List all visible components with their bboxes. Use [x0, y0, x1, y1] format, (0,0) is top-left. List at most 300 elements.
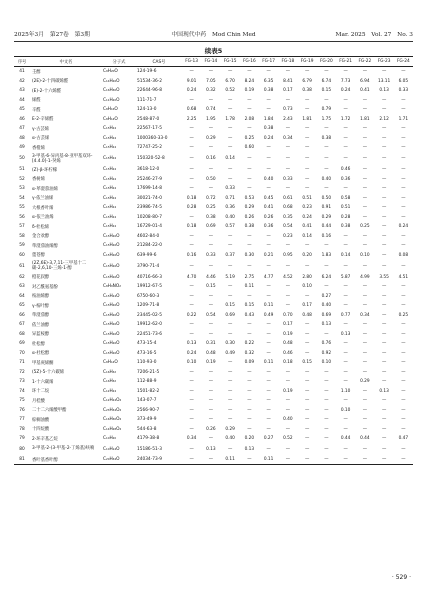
value-cell: — [189, 214, 194, 220]
molecular-formula: C₁₅H₂₄ [103, 224, 117, 230]
value-cell: — [401, 388, 406, 394]
column-header: FG-16 [240, 57, 259, 67]
value-cell: 0.25 [206, 205, 216, 211]
cas-number: 124-19-6 [137, 69, 157, 75]
row-number: 81 [14, 455, 30, 465]
table-row [14, 174, 413, 184]
value-cell: — [266, 446, 271, 452]
value-cell: 0.10 [340, 407, 351, 413]
value-cell: — [401, 69, 406, 75]
value-cell: — [227, 388, 233, 394]
cas-number: 51534-36-2 [137, 78, 162, 84]
value-cell: — [227, 417, 233, 423]
compound-name: α-古芸烯 [32, 136, 50, 142]
value-cell: — [381, 69, 387, 75]
cas-number: 1209-71-8 [137, 303, 160, 309]
value-cell: 0.36 [263, 224, 274, 230]
value-cell: — [304, 176, 310, 182]
value-cell: 0.24 [263, 135, 274, 141]
row-number: 75 [19, 398, 25, 404]
value-cell: — [227, 263, 233, 269]
compound-name: (Z)-β-环柠檬 [32, 167, 58, 173]
value-cell: — [208, 97, 214, 103]
value-cell: 0.38 [302, 88, 312, 94]
table-row [14, 203, 413, 213]
row-number: 56 [19, 214, 25, 220]
compound-name: (E)-2-十六烯醛 [32, 88, 62, 94]
cas-number: 4602-84-0 [137, 233, 160, 239]
value-cell: 0.29 [206, 135, 216, 141]
value-cell: — [381, 107, 387, 113]
row-number: 41 [19, 69, 25, 75]
value-cell: 0.22 [186, 312, 197, 318]
value-cell: — [381, 176, 387, 182]
molecular-formula: C₁₅H₂₄ [103, 214, 117, 220]
value-cell: 5.19 [225, 274, 235, 280]
cas-number: 25246-27-9 [137, 176, 162, 182]
value-cell: — [343, 107, 348, 113]
value-cell: — [401, 135, 406, 141]
value-cell: 0.30 [225, 341, 235, 347]
cas-number: 1501-82-2 [137, 388, 160, 394]
value-cell: 0.79 [321, 107, 332, 113]
compound-name: 橙花叔醇 [32, 275, 50, 281]
table-row [14, 310, 413, 320]
molecular-formula: C₈H₁₄O [103, 116, 118, 122]
value-cell: 0.52 [225, 88, 235, 94]
value-cell: 0.19 [206, 360, 216, 366]
value-cell: 0.23 [302, 205, 312, 211]
value-cell: — [247, 156, 252, 162]
value-cell: 0.15 [225, 303, 235, 309]
value-cell: — [381, 360, 387, 366]
value-cell: — [266, 243, 271, 249]
value-cell: 0.73 [283, 107, 293, 113]
value-cell: — [324, 398, 329, 404]
molecular-formula: C₁₅H₂₄ [103, 167, 117, 173]
header-date: Mar. 2025 Vol. 27 No. 3 [335, 32, 413, 38]
value-cell: 0.76 [321, 341, 332, 347]
table-row [14, 134, 413, 144]
value-cell: 0.23 [283, 233, 293, 239]
table-row [14, 250, 413, 260]
cas-number: 150320-52-8 [137, 156, 165, 162]
value-cell: — [381, 263, 387, 269]
value-cell: — [362, 388, 368, 394]
row-number: 66 [19, 312, 25, 318]
row-number: 53 [19, 186, 25, 192]
cas-number: 111-71-7 [137, 97, 157, 103]
value-cell: 0.14 [302, 233, 312, 239]
value-cell: 4.46 [206, 274, 216, 280]
row-number: 52 [19, 176, 25, 182]
value-cell: 6.74 [321, 78, 332, 84]
table-row [14, 367, 413, 377]
value-cell: 2.25 [186, 116, 197, 122]
value-cell: — [285, 379, 291, 385]
value-cell: — [247, 69, 252, 75]
column-header: 中文名 [30, 57, 102, 67]
value-cell: 0.69 [225, 312, 235, 318]
cas-number: 16729-01-4 [137, 224, 162, 230]
value-cell: — [285, 97, 291, 103]
value-cell: 6.05 [398, 78, 409, 84]
value-cell: — [208, 167, 214, 173]
value-cell: — [401, 350, 406, 356]
value-cell: — [401, 195, 406, 201]
value-cell: 4.99 [360, 274, 370, 280]
value-cell: 0.43 [244, 312, 255, 318]
value-cell: — [208, 126, 214, 132]
value-cell: — [304, 322, 310, 328]
value-cell: 0.30 [244, 252, 255, 258]
molecular-formula: C₁₅H₂₄ [103, 145, 117, 151]
value-cell: 0.29 [321, 214, 332, 220]
compound-name: 烯醛 [32, 98, 41, 104]
molecular-formula: C₁₆H₃₀O [103, 88, 120, 94]
value-cell: 0.47 [398, 436, 409, 442]
value-cell: — [362, 167, 368, 173]
molecular-formula: C₁₆H₃₀O₂ [103, 417, 122, 423]
table-row [14, 165, 413, 175]
row-number: 51 [19, 167, 25, 173]
cas-number: 24034-73-9 [136, 455, 182, 465]
compound-name: 甲基庚烯酮 [32, 360, 54, 366]
compound-name: (2E)-2-十四碳烯醛 [32, 79, 69, 85]
value-cell: — [381, 167, 387, 173]
compound-name: 二十二六烯酸甲酯 [32, 408, 67, 414]
value-cell: — [401, 407, 406, 413]
compound-name: 棕榈油酸 [32, 417, 50, 423]
value-cell: — [304, 398, 310, 404]
value-cell: 0.36 [225, 205, 235, 211]
value-cell: — [266, 156, 271, 162]
value-cell: — [208, 369, 214, 375]
value-cell: 0.52 [283, 436, 293, 442]
compound-name: 香树烯 [32, 177, 45, 183]
value-cell: — [381, 186, 387, 192]
row-number: 67 [19, 322, 25, 328]
value-cell: 3.55 [379, 274, 389, 280]
value-cell: — [381, 233, 387, 239]
value-cell: — [304, 97, 310, 103]
value-cell: — [343, 69, 348, 75]
value-cell: — [227, 331, 233, 337]
row-number: 47 [19, 126, 25, 132]
value-cell: 0.20 [302, 252, 312, 258]
value-cell: 0.11 [259, 455, 278, 465]
value-cell: — [266, 69, 271, 75]
value-cell: 2.08 [244, 116, 255, 122]
value-cell: 0.15 [321, 88, 332, 94]
table-row [14, 455, 413, 465]
value-cell: — [189, 97, 194, 103]
cas-number: 544-63-8 [137, 426, 157, 432]
value-cell: 0.37 [225, 252, 235, 258]
value-cell: 0.46 [340, 167, 351, 173]
table-row [14, 260, 413, 272]
value-cell: 0.46 [283, 350, 293, 356]
value-cell: 0.18 [283, 360, 293, 366]
row-number: 73 [19, 379, 25, 385]
value-cell: — [381, 205, 387, 211]
table-row [14, 193, 413, 203]
row-number: 45 [19, 107, 25, 113]
value-cell: — [381, 407, 387, 413]
value-cell: — [343, 369, 348, 375]
value-cell: 2.75 [244, 274, 255, 280]
value-cell: 0.11 [244, 284, 255, 290]
value-cell: — [285, 293, 291, 299]
value-cell: 0.18 [186, 224, 197, 230]
molecular-formula: C₁₀H₂₀ [103, 436, 117, 442]
value-cell: — [201, 455, 220, 465]
column-header: FG-23 [375, 57, 394, 67]
value-cell: 7.73 [340, 78, 351, 84]
value-cell: 0.49 [263, 312, 274, 318]
value-cell: — [208, 436, 214, 442]
value-cell: — [208, 407, 214, 413]
value-cell: — [247, 369, 252, 375]
table-row [14, 386, 413, 396]
value-cell: 0.48 [206, 350, 216, 356]
value-cell: 0.45 [263, 195, 274, 201]
value-cell: — [401, 331, 406, 337]
compound-name: 2-环辛基乙烷 [32, 436, 58, 442]
value-cell: 0.18 [186, 195, 197, 201]
value-cell: — [304, 263, 310, 269]
compound-name: 桉油烯醇 [32, 294, 50, 300]
value-cell: — [266, 350, 271, 356]
value-cell: — [227, 407, 233, 413]
value-cell: — [381, 322, 387, 328]
value-cell: — [227, 379, 233, 385]
value-cell: — [189, 388, 194, 394]
value-cell: — [208, 331, 214, 337]
molecular-formula: C₁₆H₃₂ [103, 379, 117, 385]
value-cell: — [324, 436, 329, 442]
value-cell: — [401, 293, 406, 299]
value-cell: — [304, 426, 310, 432]
compound-name: 3-甲基-6-异丙基-8-亚甲基双环-[4.4.0]-1-癸烯 [32, 153, 93, 164]
value-cell: — [189, 417, 194, 423]
value-cell: — [189, 398, 194, 404]
column-header: 序号 [14, 57, 30, 67]
value-cell: — [324, 243, 329, 249]
value-cell: 1.72 [340, 116, 351, 122]
row-number: 42 [19, 78, 25, 84]
value-cell: — [285, 398, 291, 404]
value-cell: 0.68 [186, 107, 197, 113]
value-cell: 0.33 [225, 186, 235, 192]
value-cell: 0.38 [263, 126, 274, 132]
compound-name: γ-古芸烯 [32, 126, 49, 132]
value-cell: — [266, 398, 271, 404]
table-row [14, 86, 413, 96]
value-cell: — [381, 97, 387, 103]
cas-number: 3618-12-0 [137, 167, 160, 173]
value-cell: 0.41 [360, 88, 370, 94]
table-row [14, 105, 413, 115]
compound-name: 荜澄茄油烯醇 [32, 243, 58, 249]
value-cell: 0.60 [244, 145, 255, 151]
value-cell: — [362, 398, 368, 404]
value-cell: 0.48 [283, 341, 293, 347]
cas-number: 473-16-5 [137, 350, 157, 356]
column-header: FG-17 [259, 57, 278, 67]
value-cell: — [227, 322, 233, 328]
value-cell: 0.25 [360, 224, 370, 230]
value-cell: — [401, 303, 406, 309]
value-cell: — [343, 135, 348, 141]
value-cell: 0.40 [321, 303, 332, 309]
compound-name: 蓖苍醇 [32, 253, 45, 259]
compound-name: γ-桉叶醇 [32, 303, 49, 309]
value-cell: 0.69 [321, 312, 332, 318]
value-cell: 0.19 [283, 388, 293, 394]
value-cell: — [266, 388, 271, 394]
cas-number: 23986-74-5 [137, 205, 162, 211]
column-header: FG-21 [336, 57, 355, 67]
value-cell: 0.10 [360, 252, 370, 258]
value-cell: — [247, 293, 252, 299]
value-cell: — [401, 145, 406, 151]
molecular-formula: C₁₅H₂₄ [103, 205, 117, 211]
header-issue: 2025年3月 第27卷 第3期 [14, 32, 90, 38]
compound-name: 壬醇 [32, 69, 41, 75]
compound-name: 环十二烷 [32, 389, 50, 395]
value-cell: 1.75 [321, 116, 332, 122]
value-cell: 0.44 [360, 436, 370, 442]
value-cell: — [362, 126, 368, 132]
cas-number: 22451-73-6 [137, 331, 162, 337]
value-cell: — [343, 341, 348, 347]
value-cell: — [343, 426, 348, 432]
molecular-formula: C₁₅H₂₆O [103, 263, 120, 269]
value-cell: — [362, 360, 368, 366]
value-cell: — [304, 350, 310, 356]
column-header: FG-22 [355, 57, 374, 67]
value-cell: — [401, 379, 406, 385]
value-cell: — [304, 135, 310, 141]
value-cell: — [324, 369, 329, 375]
table-row [14, 282, 413, 292]
value-cell: — [362, 233, 368, 239]
value-cell: 0.13 [321, 322, 332, 328]
value-cell: — [266, 97, 271, 103]
value-cell: — [285, 126, 291, 132]
value-cell: — [189, 156, 194, 162]
row-number: 71 [19, 360, 25, 366]
value-cell: — [304, 446, 310, 452]
column-header: FG-13 [182, 57, 201, 67]
cas-number: 112-88-9 [137, 379, 157, 385]
value-cell: — [401, 417, 406, 423]
value-cell: 0.35 [283, 214, 293, 220]
molecular-formula: C₁₅H₂₄ [103, 135, 117, 141]
value-cell: 2.80 [302, 274, 312, 280]
value-cell: 0.34 [186, 436, 197, 442]
value-cell: — [343, 263, 348, 269]
molecular-formula: C₂₃H₃₄O₂ [103, 407, 122, 413]
molecular-formula: C₁₄H₂₈O₂ [103, 426, 122, 432]
value-cell: — [266, 407, 271, 413]
table-body [14, 67, 413, 465]
value-cell: 0.26 [263, 214, 274, 220]
value-cell: 0.41 [263, 205, 274, 211]
molecular-formula: C₁₅H₂₆O [103, 274, 120, 280]
value-cell: — [247, 379, 252, 385]
value-cell: — [324, 69, 329, 75]
molecular-formula: C₁₅H₂₆O [103, 303, 120, 309]
value-cell: — [227, 145, 233, 151]
compound-name: 对乙酰氨基酚 [32, 284, 58, 290]
value-cell: 4.70 [186, 274, 197, 280]
table-row [14, 124, 413, 134]
table-row [14, 358, 413, 368]
table-title: 续表5 [204, 47, 223, 55]
value-cell: — [304, 145, 310, 151]
value-cell: 0.13 [206, 446, 216, 452]
value-cell: — [247, 186, 252, 192]
value-cell: — [227, 369, 233, 375]
value-cell: — [401, 205, 406, 211]
row-number: 48 [19, 135, 25, 141]
row-number: 44 [19, 97, 25, 103]
value-cell: 0.68 [283, 205, 293, 211]
column-header: CAS号 [136, 57, 182, 67]
molecular-formula: C₈H₉NO₂ [103, 284, 121, 290]
value-cell: — [304, 186, 310, 192]
molecular-formula: C₁₅H₂₆O [103, 233, 120, 239]
value-cell: — [381, 145, 387, 151]
value-cell: — [324, 263, 329, 269]
value-cell: — [362, 156, 368, 162]
value-cell: 0.61 [283, 195, 293, 201]
value-cell: — [362, 350, 368, 356]
value-cell: — [324, 126, 329, 132]
value-cell: — [304, 107, 310, 113]
value-cell: — [401, 126, 406, 132]
value-cell: — [401, 233, 406, 239]
cas-number: 6750-60-3 [137, 293, 160, 299]
value-cell: 8.24 [244, 78, 255, 84]
value-cell: — [401, 167, 406, 173]
value-cell: 0.33 [283, 176, 293, 182]
row-number: 77 [19, 417, 25, 423]
value-cell: — [362, 205, 368, 211]
value-cell: — [401, 214, 406, 220]
value-cell: 5.87 [340, 274, 351, 280]
value-cell: 0.24 [186, 88, 197, 94]
value-cell: — [227, 167, 233, 173]
value-cell: — [189, 446, 194, 452]
value-cell: — [401, 156, 406, 162]
value-cell: 0.24 [398, 224, 409, 230]
value-cell: — [304, 167, 310, 173]
value-cell: 1.83 [321, 252, 332, 258]
table-row [14, 153, 413, 165]
cas-number: 7206-21-5 [137, 369, 160, 375]
molecular-formula: C₁₅H₂₄O [103, 293, 120, 299]
value-cell: 0.32 [244, 350, 255, 356]
value-cell: — [227, 107, 233, 113]
value-cell: — [401, 360, 406, 366]
value-cell: — [266, 417, 271, 423]
value-cell: — [394, 455, 413, 465]
compound-name: 辛醛 [32, 107, 41, 113]
running-header [14, 30, 413, 42]
